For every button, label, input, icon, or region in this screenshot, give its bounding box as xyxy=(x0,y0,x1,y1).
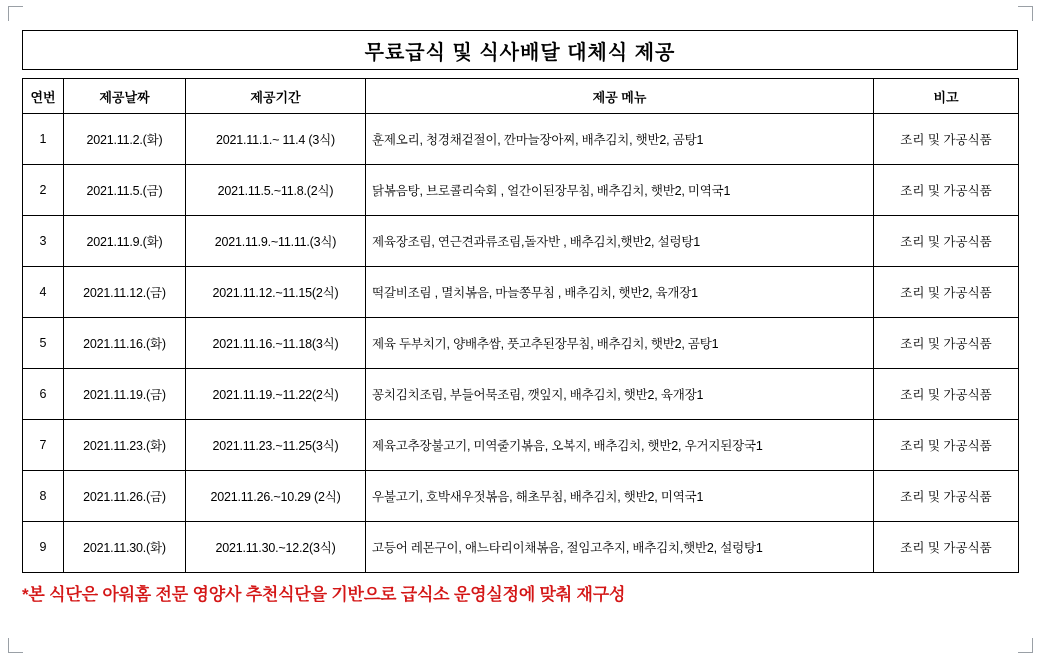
table-row xyxy=(23,267,1019,318)
cell-note: 조리 및 가공식품 xyxy=(874,267,1019,318)
cell-period: 2021.11.23.~11.25(3식) xyxy=(186,420,366,471)
crop-mark-top-left xyxy=(8,6,23,21)
cell-menu: 우불고기, 호박새우젓볶음, 해초무침, 배추김치, 햇반2, 미역국1 xyxy=(366,471,874,522)
cell-date: 2021.11.19.(금) xyxy=(64,369,186,420)
crop-mark-bottom-right xyxy=(1018,638,1033,653)
cell-period: 2021.11.26.~10.29 (2식) xyxy=(186,471,366,522)
cell-menu: 닭볶음탕, 브로콜리숙회 , 얼간이된장무침, 배추김치, 햇반2, 미역국1 xyxy=(366,165,874,216)
table-row xyxy=(23,420,1019,471)
cell-note: 조리 및 가공식품 xyxy=(874,165,1019,216)
cell-period: 2021.11.12.~11.15(2식) xyxy=(186,267,366,318)
cell-no: 1 xyxy=(23,114,64,165)
cell-period: 2021.11.19.~11.22(2식) xyxy=(186,369,366,420)
column-header-note: 비고 xyxy=(874,79,1019,114)
cell-menu: 꽁치김치조림, 부들어묵조림, 깻잎지, 배추김치, 햇반2, 육개장1 xyxy=(366,369,874,420)
cell-no: 8 xyxy=(23,471,64,522)
table-row xyxy=(23,165,1019,216)
cell-no: 3 xyxy=(23,216,64,267)
table-row xyxy=(23,318,1019,369)
cell-date: 2021.11.26.(금) xyxy=(64,471,186,522)
table-header-row xyxy=(23,79,1019,114)
table-row xyxy=(23,471,1019,522)
cell-no: 6 xyxy=(23,369,64,420)
cell-no: 4 xyxy=(23,267,64,318)
cell-note: 조리 및 가공식품 xyxy=(874,471,1019,522)
cell-menu: 제육고추장불고기, 미역줄기볶음, 오복지, 배추김치, 햇반2, 우거지된장국1 xyxy=(366,420,874,471)
cell-no: 9 xyxy=(23,522,64,573)
cell-date: 2021.11.2.(화) xyxy=(64,114,186,165)
cell-note: 조리 및 가공식품 xyxy=(874,420,1019,471)
cell-date: 2021.11.12.(금) xyxy=(64,267,186,318)
cell-date: 2021.11.23.(화) xyxy=(64,420,186,471)
document-content xyxy=(22,30,1018,605)
table-row xyxy=(23,369,1019,420)
column-header-date: 제공날짜 xyxy=(64,79,186,114)
cell-no: 2 xyxy=(23,165,64,216)
cell-note: 조리 및 가공식품 xyxy=(874,318,1019,369)
cell-menu: 제육 두부치기, 양배추쌈, 풋고추된장무침, 배추김치, 햇반2, 곰탕1 xyxy=(366,318,874,369)
cell-note: 조리 및 가공식품 xyxy=(874,369,1019,420)
table-row xyxy=(23,216,1019,267)
cell-date: 2021.11.9.(화) xyxy=(64,216,186,267)
crop-mark-bottom-left xyxy=(8,638,23,653)
column-header-menu: 제공 메뉴 xyxy=(366,79,874,114)
table-row xyxy=(23,522,1019,573)
table-row xyxy=(23,114,1019,165)
crop-mark-top-right xyxy=(1018,6,1033,21)
cell-note: 조리 및 가공식품 xyxy=(874,216,1019,267)
cell-period: 2021.11.30.~12.2(3식) xyxy=(186,522,366,573)
cell-menu: 고등어 레몬구이, 애느타리이채볶음, 절임고추지, 배추김치,햇반2, 설렁탕1 xyxy=(366,522,874,573)
cell-period: 2021.11.1.~ 11.4 (3식) xyxy=(186,114,366,165)
cell-note: 조리 및 가공식품 xyxy=(874,522,1019,573)
column-header-period: 제공기간 xyxy=(186,79,366,114)
page-title: 무료급식 및 식사배달 대체식 제공 xyxy=(364,41,676,64)
cell-date: 2021.11.5.(금) xyxy=(64,165,186,216)
cell-no: 5 xyxy=(23,318,64,369)
title-box xyxy=(22,30,1018,70)
cell-menu: 훈제오리, 청경채겉절이, 깐마늘장아찌, 배추김치, 햇반2, 곰탕1 xyxy=(366,114,874,165)
cell-no: 7 xyxy=(23,420,64,471)
cell-menu: 떡갈비조림 , 멸치볶음, 마늘쫑무침 , 배추김치, 햇반2, 육개장1 xyxy=(366,267,874,318)
cell-date: 2021.11.16.(화) xyxy=(64,318,186,369)
cell-menu: 제육장조림, 연근견과류조림,돌자반 , 배추김치,햇반2, 설렁탕1 xyxy=(366,216,874,267)
cell-period: 2021.11.16.~11.18(3식) xyxy=(186,318,366,369)
cell-period: 2021.11.5.~11.8.(2식) xyxy=(186,165,366,216)
cell-date: 2021.11.30.(화) xyxy=(64,522,186,573)
cell-period: 2021.11.9.~11.11.(3식) xyxy=(186,216,366,267)
cell-note: 조리 및 가공식품 xyxy=(874,114,1019,165)
footnote: *본 식단은 아워홈 전문 영양사 추천식단을 기반으로 급식소 운영실정에 맞춰 재구성 xyxy=(22,585,626,604)
meal-schedule-table xyxy=(22,78,1019,573)
column-header-no: 연번 xyxy=(23,79,64,114)
